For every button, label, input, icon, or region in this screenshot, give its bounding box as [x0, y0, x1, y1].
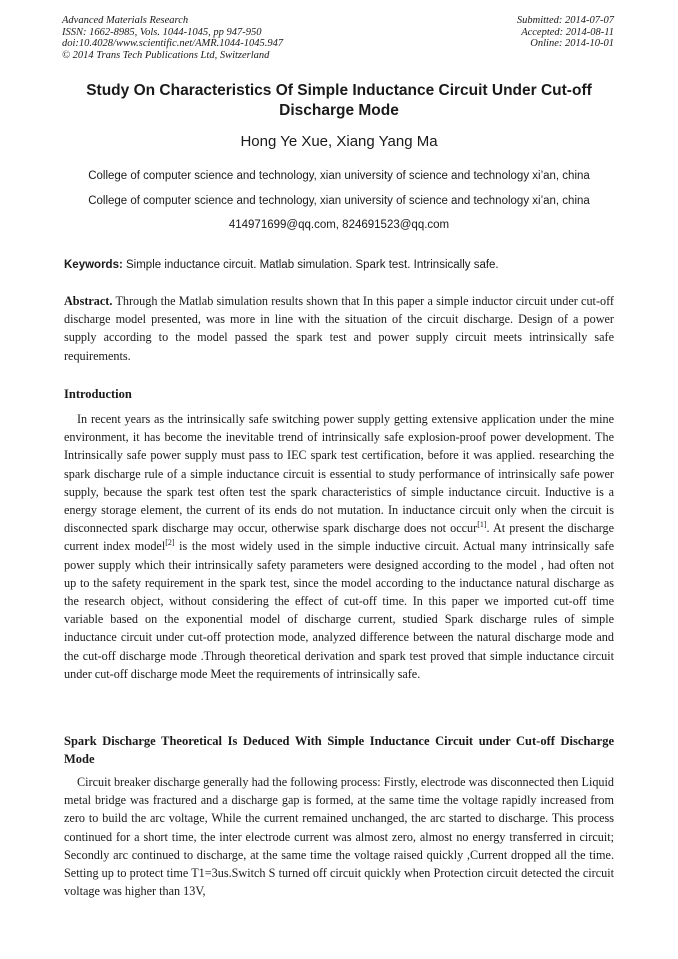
- title-line-2: Discharge Mode: [279, 102, 399, 119]
- keywords-label: Keywords:: [64, 259, 123, 271]
- copyright-line: © 2014 Trans Tech Publications Ltd, Switzerland: [62, 49, 270, 61]
- author-emails: 414971699@qq.com, 824691523@qq.com: [228, 219, 450, 231]
- title-line-1: Study On Characteristics Of Simple Inductance Circuit Under Cut-off: [86, 82, 592, 99]
- journal-name: Advanced Materials Research: [62, 15, 189, 26]
- abstract-text: Through the Matlab simulation results shown that In this paper a simple inductor circuit under cut-off discharge model presented, was more in line with the situation of the circuit discharge. Design of a power supply according to the model passed the spark test and power supply circuit meets intrinsically safe requirements.: [64, 294, 614, 363]
- doi-line: doi:10.4028/www.scientific.net/AMR.1044-1045.947: [62, 38, 284, 49]
- affiliation-2: College of computer science and technology, xian university of science and technology xi’an, china: [88, 195, 590, 207]
- keywords-text: Simple inductance circuit. Matlab simulation. Spark test. Intrinsically safe.: [126, 259, 499, 271]
- citation-1: [1]: [477, 520, 487, 530]
- intro-text-part-2: . At present the discharge current index model: [64, 521, 614, 554]
- abstract: [64, 292, 614, 365]
- citation-2: [2]: [165, 538, 175, 548]
- introduction-heading: Introduction: [64, 387, 132, 401]
- intro-text-part-3: is the most widely used in the simple inductive circuit. Actual many intrinsically safe power supply which their intrinsically safety parameters were designed according to the model , had often not up to the safety requirement in the spark test, since the model according to the inductance natural discharge as the research object, without considering the effect of cut-off time. In this paper we imported cut-off time variable based on the exponential model of discharge current, studied Spark discharge rules of simple inductance circuit under cut-off protection mode, analyzed difference between the natural discharge mode and the cut-off discharge mode .Through theoretical derivation and spark test proved that simple inductance circuit under cut-off discharge mode Meet the requirements of intrinsically safe.: [64, 539, 614, 681]
- authors: Hong Ye Xue, Xiang Yang Ma: [240, 133, 438, 150]
- section-2-heading: Spark Discharge Theoretical Is Deduced With Simple Inductance Circuit under Cut-off Discharge Mode: [64, 734, 614, 766]
- accepted-date: Accepted: 2014-08-11: [521, 26, 614, 38]
- keywords: [64, 258, 616, 272]
- issn-line: ISSN: 1662-8985, Vols. 1044-1045, pp 947-950: [62, 26, 262, 38]
- affiliation-1: College of computer science and technology, xian university of science and technology xi’an, china: [88, 170, 590, 182]
- paper-title: [60, 81, 618, 121]
- online-date: Online: 2014-10-01: [530, 38, 614, 49]
- section-2-paragraph: Circuit breaker discharge generally had the following process: Firstly, electrode was disconnected then Liquid metal bridge was fractured and a discharge gap is formed, at the same time the voltage rapidly increased from zero to build the arc voltage, While the current remained unchanged, the arc started to discharge. This process continued for a short time, the inter electrode current was almost zero, almost no energy transferred in circuit; Secondly arc continued to discharge, at the same time the voltage raised quickly ,Current dropped all the time. Setting up to protect time T1=3us.Switch S turned off circuit quickly when Protection circuit detected the circuit voltage was higher than 13V,: [64, 775, 614, 899]
- publication-dates: [517, 15, 614, 50]
- submitted-date: Submitted: 2014-07-07: [516, 15, 614, 26]
- intro-text-part-1: In recent years as the intrinsically safe switching power supply getting extensive application under the mine environment, it has become the inevitable trend of intrinsically safe explosion-proof power development. The Intrinsically safe power supply must pass to IEC spark test certification, before it was applied. researching the spark discharge rule of a simple inductance circuit is essential to study performance of intrinsically safe power supply, because the spark test often test the spark characteristics of simple inductance circuit. Inductive is a energy storage element, the current of its ends do not mutation. In inductance circuit only when the circuit is disconnected spark discharge may occur, otherwise spark discharge does not occur: [64, 412, 614, 536]
- introduction-paragraph: [64, 410, 614, 683]
- abstract-label: Abstract.: [64, 294, 113, 308]
- journal-info: [62, 15, 283, 61]
